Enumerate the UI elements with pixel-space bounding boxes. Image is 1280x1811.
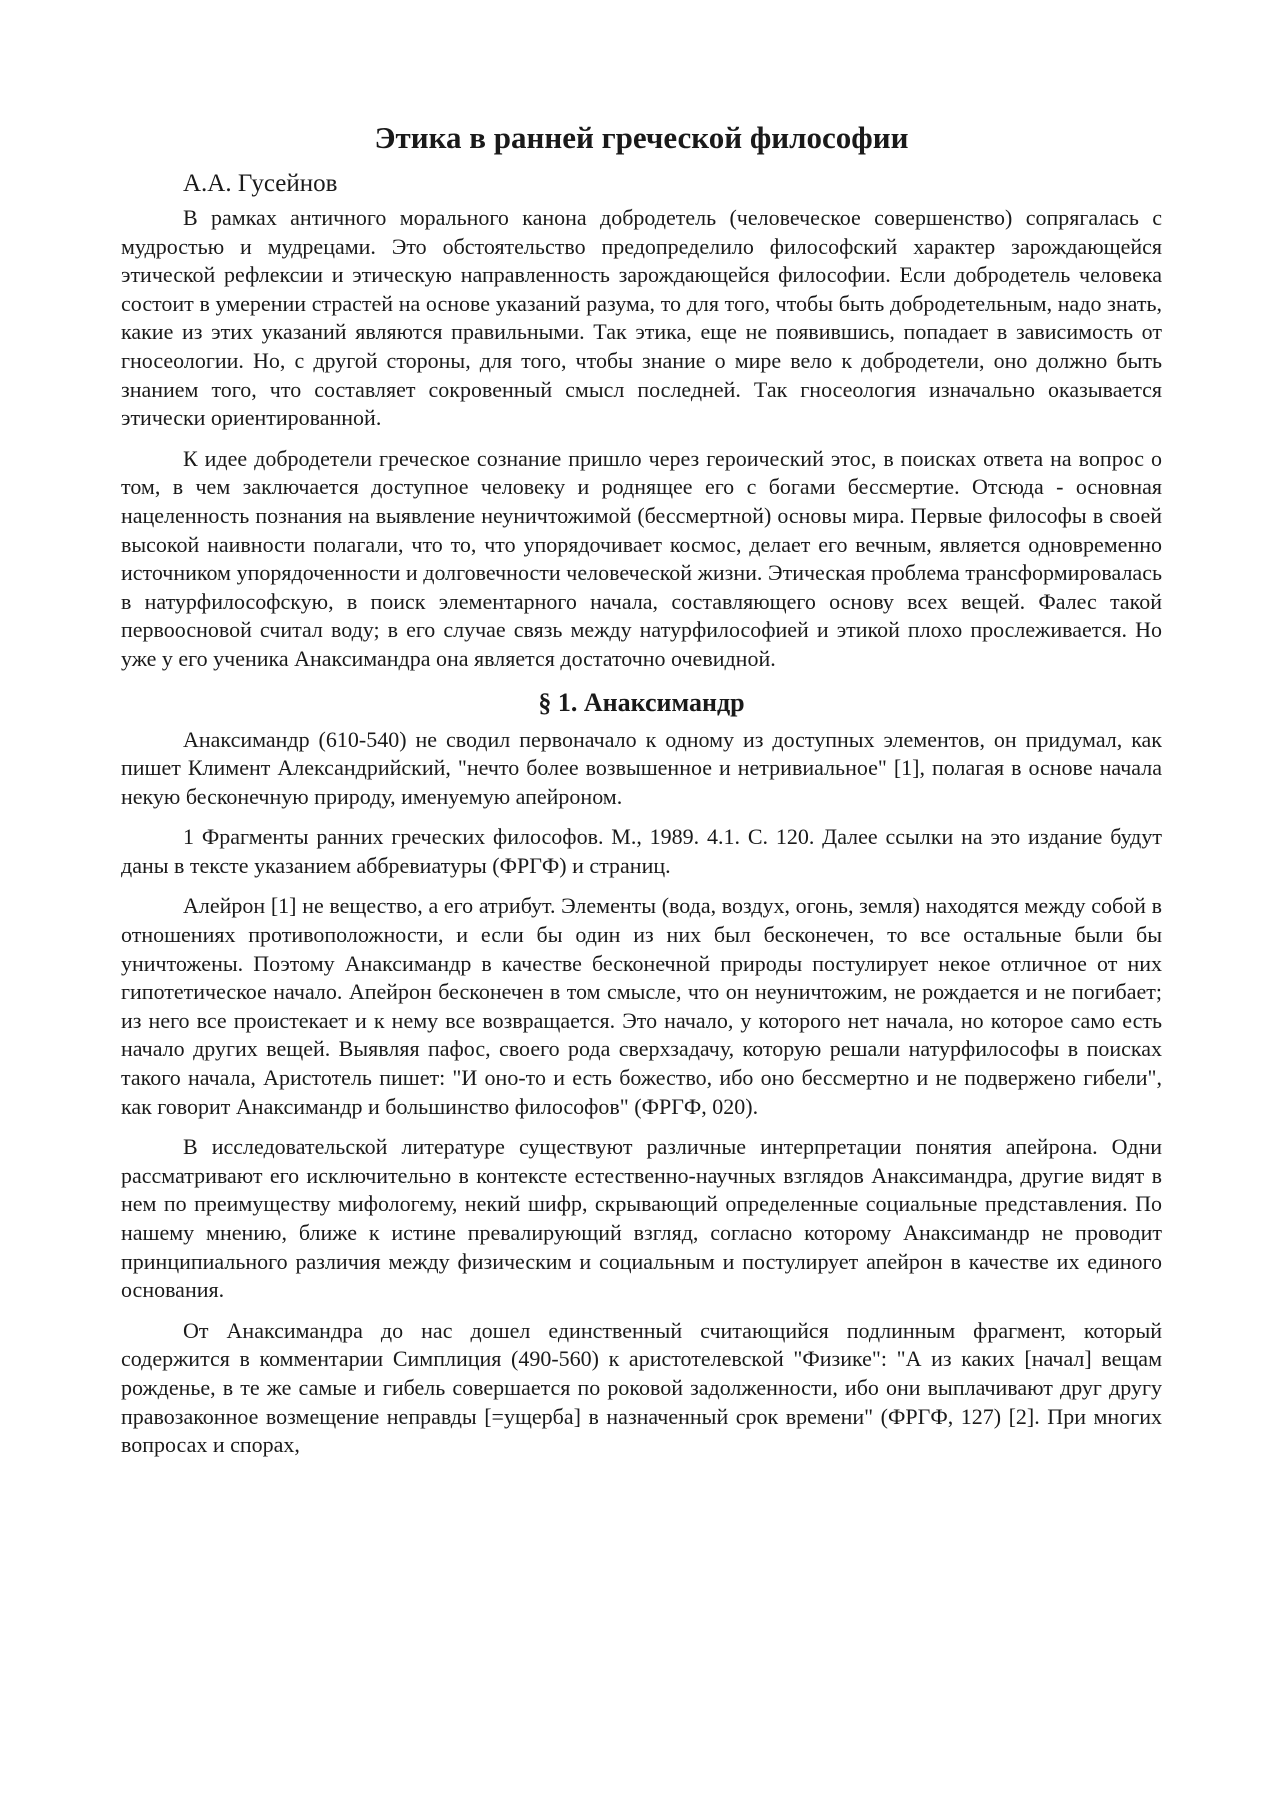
paragraph: К идее добродетели греческое сознание пришло через героический этос, в поисках ответа на вопрос о том, в чем заключается доступное человеку и роднящее его с богами бессмертие. Отсюда - основная нацеленность познания на выявление неуничтожимой (бессмертной) основы мира. Первые философы в своей высокой наивности полагали, что то, что упорядочивает космос, делает его вечным, является одновременно источником упорядоченности и долговечности человеческой жизни. Этическая проблема трансформировалась в натурфилософскую, в поиск элементарного начала, составляющего основу всех вещей. Фалес такой первоосновой считал воду; в его случае связь между натурфилософией и этикой плохо прослеживается. Но уже у его ученика Анаксимандра она является достаточно очевидной. — [121, 445, 1162, 671]
footnote-paragraph: 1 Фрагменты ранних греческих философов. М., 1989. 4.1. С. 120. Далее ссылки на это издание будут даны в тексте указанием аббревиатуры (ФРГФ) и страниц. — [121, 824, 1162, 878]
section-heading: § 1. Анаксимандр — [538, 687, 745, 717]
document-title: Этика в ранней греческой философии — [374, 120, 909, 155]
paragraph: От Анаксимандра до нас дошел единственный считающийся подлинным фрагмент, который содержится в комментарии Симплиция (490-560) к аристотелевской "Физике": "А из каких [начал] вещам рожденье, в те же самые и гибель совершается по роковой задолженности, ибо они выплачивают друг другу правозаконное возмещение неправды [=ущерба] в назначенный срок времени" (ФРГФ, 127) [2]. При многих вопросах и спорах, — [121, 1317, 1162, 1458]
paragraph: В рамках античного морального канона добродетель (человеческое совершенство) сопрягалась с мудростью и мудрецами. Это обстоятельство предопределило философский характер зарождающейся этической рефлексии и этическую направленность зарождающейся философии. Если добродетель человека состоит в умерении страстей на основе указаний разума, то для того, чтобы быть добродетельным, надо знать, какие из этих указаний являются правильными. Так этика, еще не появившись, попадает в зависимость от гносеологии. Но, с другой стороны, для того, чтобы знание о мире вело к добродетели, оно должно быть знанием того, что составляет сокровенный смысл последней. Так гносеология изначально оказывается этически ориентированной. — [121, 205, 1162, 431]
paragraph: Алейрон [1] не вещество, а его атрибут. Элементы (вода, воздух, огонь, земля) находятся между собой в отношениях противоположности, и если бы один из них был бесконечен, то все остальные были бы уничтожены. Поэтому Анаксимандр в качестве бесконечной природы постулирует некое отличное от них гипотетическое начало. Апейрон бесконечен в том смысле, что он неуничтожим, не рождается и не погибает; из него все проистекает и к нему все возвращается. Это начало, у которого нет начала, но которое само есть начало других вещей. Выявляя пафос, своего рода сверхзадачу, которую решали натурфилософы в поисках такого начала, Аристотель пишет: "И оно-то и есть божество, ибо оно бессмертно и не подвержено гибели", как говорит Анаксимандр и большинство философов" (ФРГФ, 020). — [121, 893, 1162, 1119]
author-name: А.А. Гусейнов — [183, 170, 338, 197]
paragraph: Анаксимандр (610-540) не сводил первоначало к одному из доступных элементов, он придумал, как пишет Климент Александрийский, "нечто более возвышенное и нетривиальное" [1], полагая в основе начала некую бесконечную природу, именуемую апейроном. — [121, 726, 1162, 809]
document-page — [121, 118, 1162, 1460]
paragraph: В исследовательской литературе существуют различные интерпретации понятия апейрона. Одни рассматривают его исключительно в контексте естественно-научных взглядов Анаксимандра, другие видят в нем по преимуществу мифологему, некий шифр, скрывающий определенные социальные представления. По нашему мнению, ближе к истине превалирующий взгляд, согласно которому Анаксимандр не проводит принципиального различия между физическим и социальным и постулирует апейрон в качестве их единого основания. — [121, 1134, 1162, 1303]
